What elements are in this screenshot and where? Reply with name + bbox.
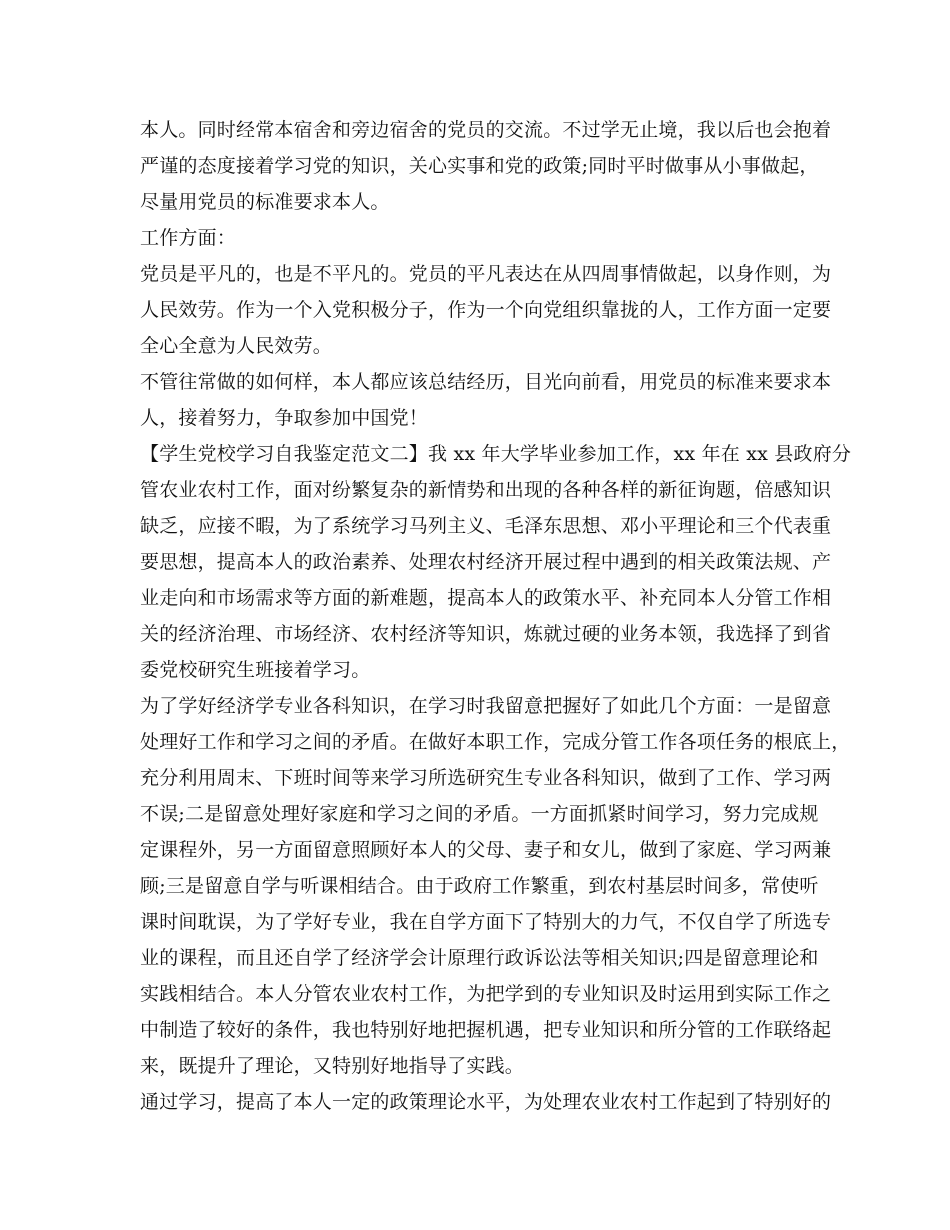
- text-line: 业走向和市场需求等方面的新难题，提高本人的政策水平、补充同本人分管工作相: [140, 587, 832, 609]
- text-line: 缺乏，应接不暇，为了系统学习马列主义、毛泽东思想、邓小平理论和三个代表重: [140, 515, 832, 537]
- text-line: 来，既提升了理论，又特别好地指导了实践。: [140, 1055, 525, 1077]
- text-line: 严谨的态度接着学习党的知识，关心实事和党的政策;同时平时做事从小事做起，: [140, 155, 819, 177]
- text-line: 【学生党校学习自我鉴定范文二】我 xx 年大学毕业参加工作，xx 年在 xx 县政府分: [140, 443, 852, 465]
- text-line: 要思想，提高本人的政治素养、处理农村经济开展过程中遇到的相关政策法规、产: [140, 551, 832, 573]
- text-line: 全心全意为人民效劳。: [140, 335, 333, 357]
- text-line: 通过学习，提高了本人一定的政策理论水平，为处理农业农村工作起到了特别好的: [140, 1091, 832, 1113]
- text-line: 处理好工作和学习之间的矛盾。在做好本职工作，完成分管工作各项任务的根底上，: [140, 731, 851, 753]
- text-line: 党员是平凡的，也是不平凡的。党员的平凡表达在从四周事情做起，以身作则，为: [140, 263, 832, 285]
- text-line: 关的经济治理、市场经济、农村经济等知识，炼就过硬的业务本领，我选择了到省: [140, 623, 832, 645]
- text-line: 实践相结合。本人分管农业农村工作，为把学到的专业知识及时运用到实际工作之: [140, 983, 832, 1005]
- text-line: 不管往常做的如何样，本人都应该总结经历，目光向前看，用党员的标准来要求本: [140, 371, 832, 393]
- text-line: 业的课程，而且还自学了经济学会计原理行政诉讼法等相关知识;四是留意理论和: [140, 947, 819, 969]
- section-heading: 工作方面：: [140, 227, 237, 249]
- document-body: [140, 112, 852, 1120]
- text-line: 不误;二是留意处理好家庭和学习之间的矛盾。一方面抓紧时间学习，努力完成规: [140, 803, 819, 825]
- text-line: 中制造了较好的条件，我也特别好地把握机遇，把专业知识和所分管的工作联络起: [140, 1019, 832, 1041]
- text-line: 顾;三是留意自学与听课相结合。由于政府工作繁重，到农村基层时间多，常使听: [140, 875, 819, 897]
- text-line: 充分利用周末、下班时间等来学习所选研究生专业各科知识，做到了工作、学习两: [140, 767, 832, 789]
- text-line: 本人。同时经常本宿舍和旁边宿舍的党员的交流。不过学无止境，我以后也会抱着: [140, 119, 832, 141]
- text-line: 委党校研究生班接着学习。: [140, 659, 371, 681]
- text-line: 定课程外，另一方面留意照顾好本人的父母、妻子和女儿，做到了家庭、学习两兼: [140, 839, 832, 861]
- text-line: 课时间耽误，为了学好专业，我在自学方面下了特别大的力气，不仅自学了所选专: [140, 911, 832, 933]
- text-line: 人民效劳。作为一个入党积极分子，作为一个向党组织靠拢的人，工作方面一定要: [140, 299, 832, 321]
- text-line: 为了学好经济学专业各科知识，在学习时我留意把握好了如此几个方面：一是留意: [140, 695, 832, 717]
- text-line: 人，接着努力，争取参加中国党！: [140, 407, 429, 429]
- text-line: 管农业农村工作，面对纷繁复杂的新情势和出现的各种各样的新征询题，倍感知识: [140, 479, 832, 501]
- text-line: 尽量用党员的标准要求本人。: [140, 191, 390, 213]
